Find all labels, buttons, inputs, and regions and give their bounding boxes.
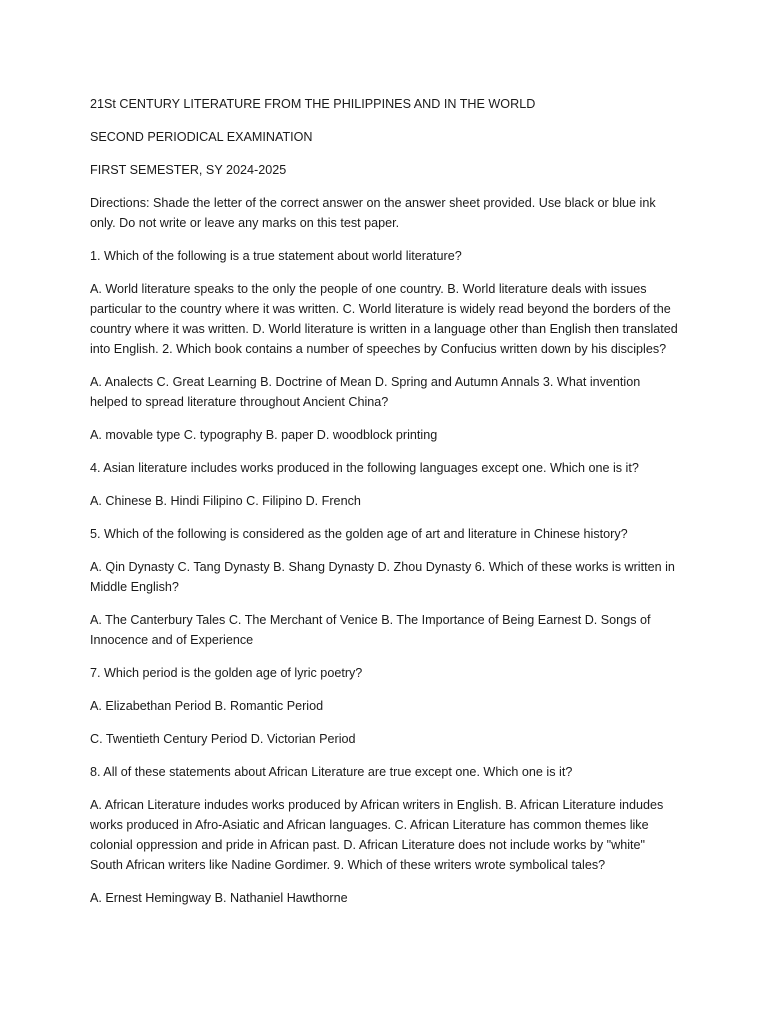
question-paragraph: 1. Which of the following is a true statement about world literature? [90,249,462,263]
question-paragraph: 5. Which of the following is considered as the golden age of art and literature in Chinese history? [90,527,628,541]
exam-name: SECOND PERIODICAL EXAMINATION [90,130,313,144]
question-paragraph: A. Elizabethan Period B. Romantic Period [90,699,324,713]
question-paragraph: A. African Literature indudes works produced by African writers in English. B. African Literature indudes works produced in Afro-Asiatic and African languages. C. African Literature has common themes like colonial oppression and pride in African past. D. African Literature does not include works by "white" South African writers like Nadine Gordimer. 9. Which of these writers wrote symbolical tales? [90,798,664,872]
question-paragraph: 7. Which period is the golden age of lyric poetry? [90,666,363,680]
question-paragraph: A. movable type C. typography B. paper D. woodblock printing [90,428,438,442]
question-paragraph: 4. Asian literature includes works produced in the following languages except one. Which one is it? [90,461,639,475]
directions: Directions: Shade the letter of the correct answer on the answer sheet provided. Use black or blue ink only. Do not write or leave any marks on this test paper. [90,196,656,230]
question-paragraph: A. Qin Dynasty C. Tang Dynasty B. Shang Dynasty D. Zhou Dynasty 6. Which of these works is written in Middle English? [90,560,675,594]
question-paragraph: C. Twentieth Century Period D. Victorian Period [90,732,356,746]
exam-document [90,94,680,921]
semester-line: FIRST SEMESTER, SY 2024-2025 [90,163,287,177]
question-paragraph: A. The Canterbury Tales C. The Merchant of Venice B. The Importance of Being Earnest D. Songs of Innocence and of Experience [90,613,651,647]
document-title: 21St CENTURY LITERATURE FROM THE PHILIPPINES AND IN THE WORLD [90,97,536,111]
question-paragraph: 8. All of these statements about African Literature are true except one. Which one is it? [90,765,573,779]
question-paragraph: A. Analects C. Great Learning B. Doctrine of Mean D. Spring and Autumn Annals 3. What invention helped to spread literature throughout Ancient China? [90,375,641,409]
question-paragraph: A. Ernest Hemingway B. Nathaniel Hawthorne [90,891,348,905]
question-paragraph: A. Chinese B. Hindi Filipino C. Filipino D. French [90,494,361,508]
question-paragraph: A. World literature speaks to the only the people of one country. B. World literature deals with issues particular to the country where it was written. C. World literature is widely read beyond the borders of the country where it was written. D. World literature is written in a language other than English then translated into English. 2. Which book contains a number of speeches by Confucius written down by his disciples? [90,282,678,356]
